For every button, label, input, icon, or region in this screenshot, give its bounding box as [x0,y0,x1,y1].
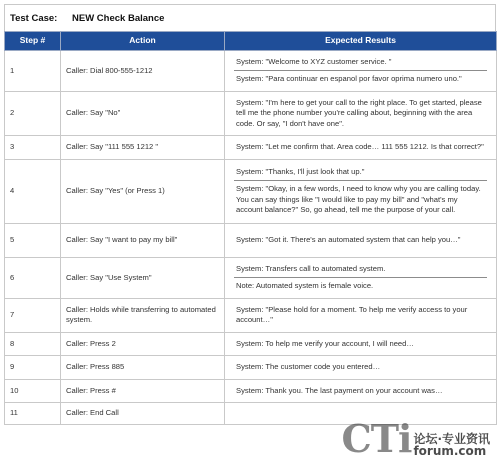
expected-results [225,159,497,223]
result-line: System: "Okay, in a few words, I need to know why you are calling today. You can say things like "I would like to pay my bill" and "what's my account balance?" So, go ahead, tell me the purpose of your call. [234,180,487,218]
test-case-title: NEW Check Balance [72,12,165,24]
step-action: Caller: Press 2 [61,332,225,355]
result-line: System: "Para continuar en espanol por favor oprima numero uno." [234,70,487,87]
table-row [5,257,497,298]
table-row [5,356,497,379]
step-number: 2 [5,91,61,135]
step-number: 8 [5,332,61,355]
column-header-results: Expected Results [225,32,497,51]
expected-results [225,298,497,332]
table-body [5,51,497,425]
result-line: System: Thank you. The last payment on your account was… [236,385,443,395]
step-number: 4 [5,159,61,223]
column-header-step: Step # [5,32,61,51]
result-line: System: "Welcome to XYZ customer service. " [236,57,392,66]
result-line: System: "Please hold for a moment. To help me verify access to your account…" [236,304,468,325]
table-header-row [5,32,497,51]
column-header-action: Action [61,32,225,51]
table-row [5,91,497,135]
expected-results [225,51,497,92]
result-line: System: The customer code you entered… [236,362,381,372]
step-number: 6 [5,257,61,298]
result-line: System: "Let me confirm that. Area code… 111 555 1212. Is that correct?" [236,142,484,152]
step-action: Caller: Dial 800-555-1212 [61,51,225,92]
step-number: 5 [5,223,61,257]
expected-results [225,332,497,355]
test-case-label: Test Case: [10,12,58,24]
step-action: Caller: Say "I want to pay my bill" [61,223,225,257]
watermark-text [413,433,490,458]
table-row [5,223,497,257]
step-action: Caller: Press 885 [61,356,225,379]
expected-results [225,136,497,159]
expected-results [225,223,497,257]
table-row [5,159,497,223]
step-action: Caller: Say "Use System" [61,257,225,298]
watermark-url: forum.com [413,444,487,459]
step-number: 7 [5,298,61,332]
expected-results [225,403,497,425]
test-steps-table [4,31,497,425]
step-action: Caller: Say "No" [61,91,225,135]
result-line: Note: Automated system is female voice. [234,277,487,294]
test-case-header [4,4,496,31]
step-action: Caller: End Call [61,403,225,425]
step-number: 1 [5,51,61,92]
result-line: System: To help me verify your account, I will need… [236,338,414,348]
step-number: 3 [5,136,61,159]
test-case-document [4,4,496,425]
table-row [5,403,497,425]
result-line: System: Transfers call to automated system. [236,263,386,273]
result-line: System: "Got it. There's an automated system that can help you…" [236,235,461,245]
table-row [5,51,497,92]
watermark-tagline: 论坛·专业资讯 [413,431,490,446]
expected-results [225,91,497,135]
table-row [5,379,497,402]
expected-results [225,257,497,298]
watermark-logo: CTi [341,416,412,461]
expected-results [225,356,497,379]
step-action: Caller: Say "Yes" (or Press 1) [61,159,225,223]
expected-results [225,379,497,402]
step-action: Caller: Press # [61,379,225,402]
step-action: Caller: Holds while transferring to automated system. [61,298,225,332]
step-number: 9 [5,356,61,379]
step-number: 11 [5,403,61,425]
table-row [5,332,497,355]
step-number: 10 [5,379,61,402]
step-action: Caller: Say "111 555 1212 " [61,136,225,159]
result-line: System: "I'm here to get your call to the right place. To get started, please tell me the phone number you're calling about, beginning with the area code. Or say, "I don't have one". [236,97,482,128]
table-row [5,136,497,159]
table-row [5,298,497,332]
result-line: System: "Thanks, I'll just look that up." [236,166,365,176]
cti-forum-watermark [341,416,490,461]
result-line [230,411,491,417]
